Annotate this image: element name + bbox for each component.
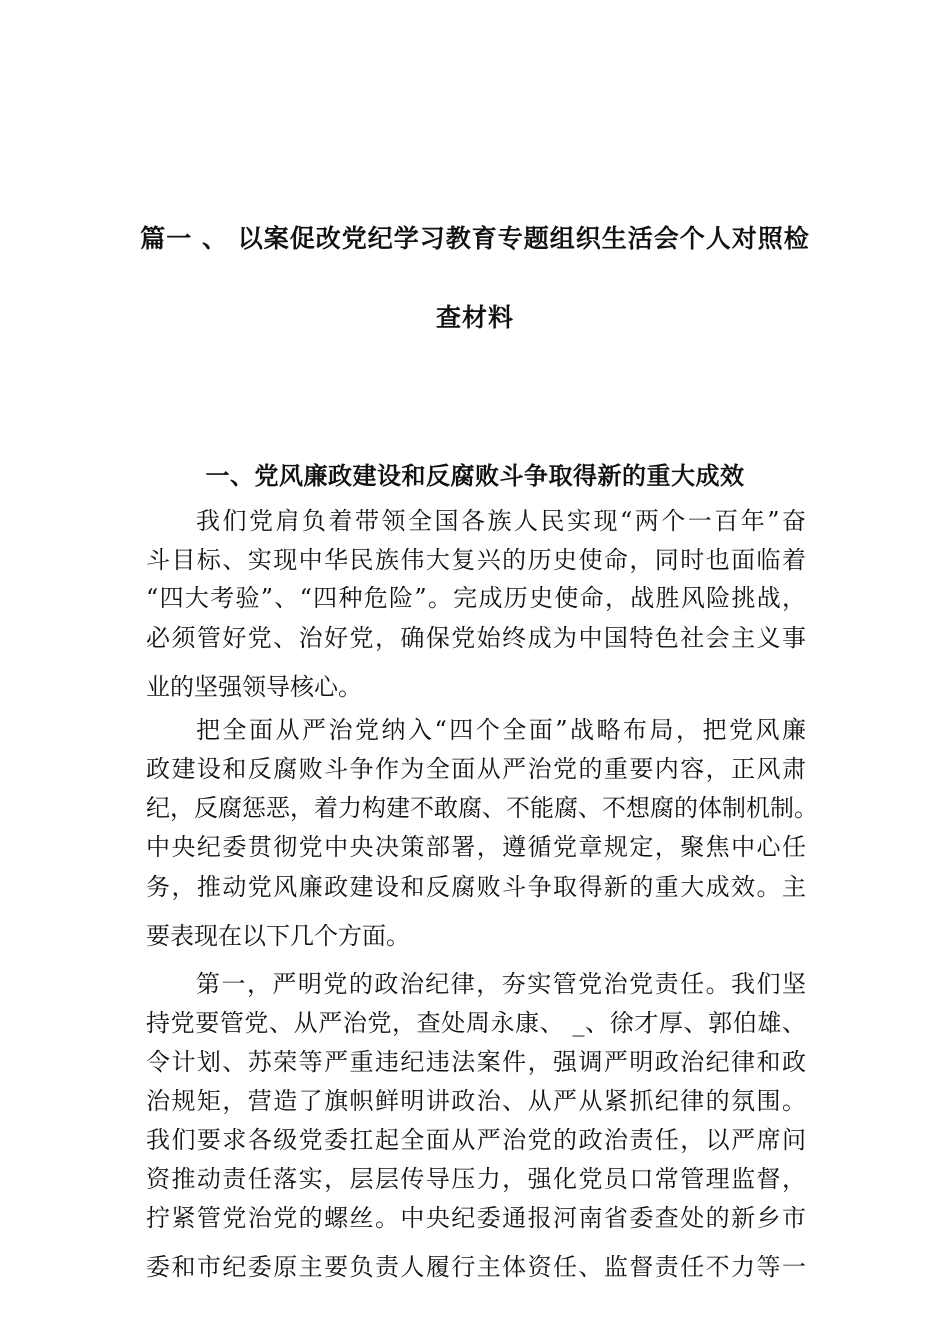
document-title-line-2: 查材料 xyxy=(435,303,514,332)
paragraph-line: 资推动责任落实，层层传导压力，强化党员口常管理监督， xyxy=(146,1165,806,1193)
paragraph-line: 持党要管党、从严治党，查处周永康、 _、徐才厚、郭伯雄、 xyxy=(146,1009,806,1037)
paragraph-line: 拧紧管党治党的螺丝。中央纪委通报河南省委查处的新乡市 xyxy=(146,1204,806,1232)
paragraph-line: 要表现在以下几个方面。 xyxy=(146,922,410,950)
paragraph-line: 第一，严明党的政治纪律，夯实管党治党责任。我们坚 xyxy=(196,970,806,998)
paragraph-line: 我们党肩负着带领全国各族人民实现“两个一百年”奋 xyxy=(196,507,806,535)
paragraph-line: 把全面从严治党纳入“四个全面”战略布局，把党风廉 xyxy=(196,716,806,744)
document-title-line-1: 篇一 、 以案促改党纪学习教育专题组织生活会个人对照检 xyxy=(140,224,810,253)
paragraph-line: 业的坚强领导核心。 xyxy=(146,673,362,701)
paragraph-line: “四大考验”、“四种危险”。完成历史使命，战胜风险挑战， xyxy=(146,584,806,612)
paragraph-line: 必须管好党、治好党，确保党始终成为中国特色社会主义事 xyxy=(146,624,806,652)
paragraph-line: 中央纪委贯彻党中央决策部署，遵循党章规定，聚焦中心任 xyxy=(146,833,806,861)
paragraph-line: 我们要求各级党委扛起全面从严治党的政治责任，以严席问 xyxy=(146,1126,806,1154)
paragraph-line: 令计划、苏荣等严重违纪违法案件，强调严明政治纪律和政 xyxy=(146,1048,806,1076)
paragraph-line: 务，推动党风廉政建设和反腐败斗争取得新的重大成效。主 xyxy=(146,873,806,901)
paragraph-line: 委和市纪委原主要负责人履行主体资任、监督责任不力等一 xyxy=(146,1253,806,1281)
paragraph-line: 纪，反腐惩恶，着力构建不敢腐、不能腐、不想腐的体制机制。 xyxy=(146,794,818,822)
section-heading: 一、党风廉政建设和反腐败斗争取得新的重大成效 xyxy=(205,462,745,490)
paragraph-line: 政建设和反腐败斗争作为全面从严治党的重要内容，正风肃 xyxy=(146,755,806,783)
paragraph-line: 治规矩，营造了旗帜鲜明讲政治、从严从紧抓纪律的氛围。 xyxy=(146,1087,806,1115)
paragraph-line: 斗目标、实现中华民族伟大复兴的历史使命，同时也面临着 xyxy=(146,546,806,574)
